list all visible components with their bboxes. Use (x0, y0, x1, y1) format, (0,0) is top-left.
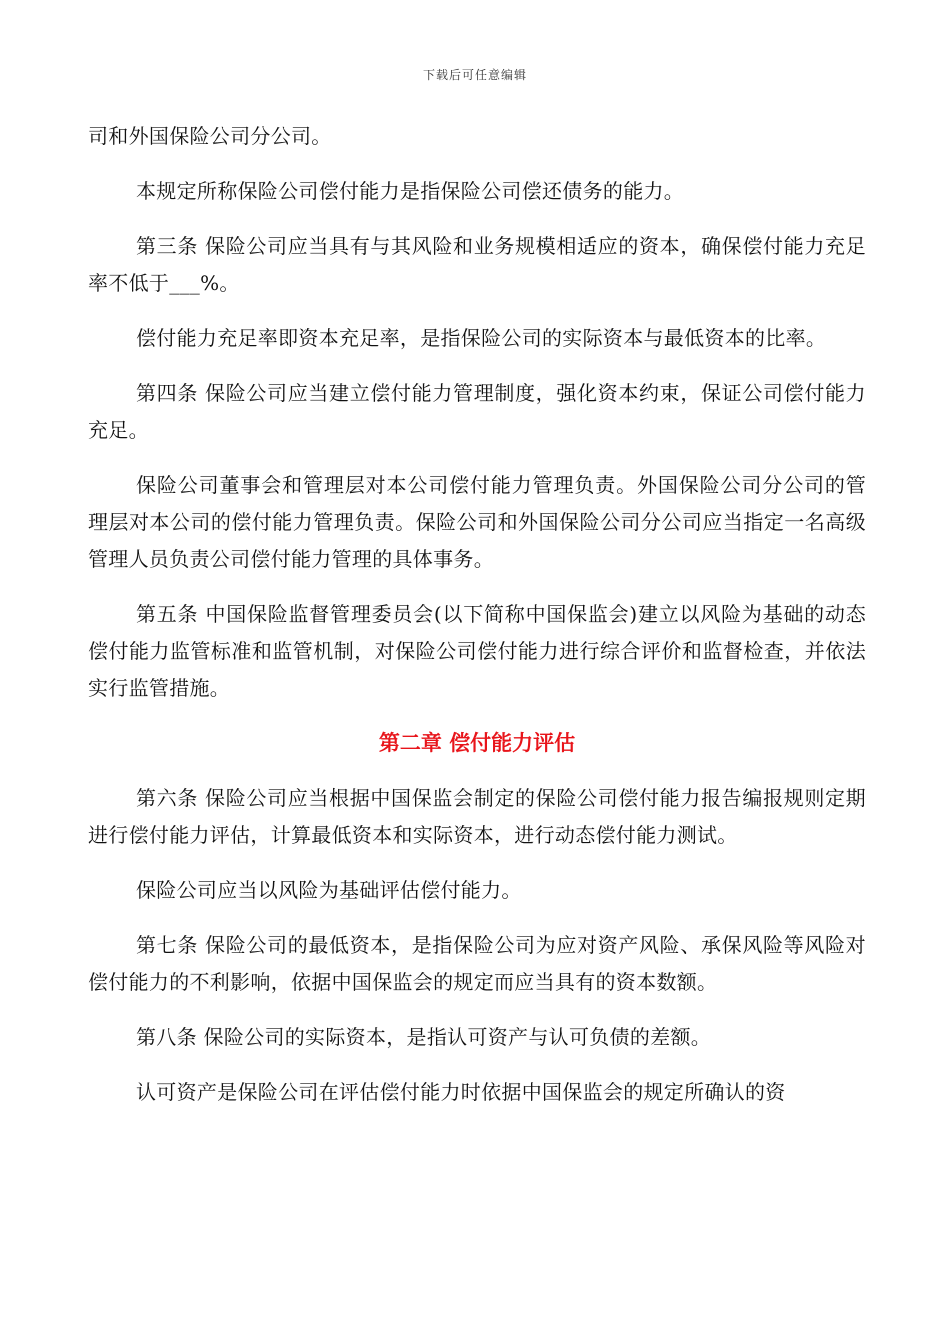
article-6: 第六条 保险公司应当根据中国保监会制定的保险公司偿付能力报告编报规则定期进行偿付能力评估，计算最低资本和实际资本，进行动态偿付能力测试。 (88, 786, 866, 847)
paragraph-admitted-assets: 认可资产是保险公司在评估偿付能力时依据中国保监会的规定所确认的资 (136, 1080, 786, 1104)
article-7: 第七条 保险公司的最低资本，是指保险公司为应对资产风险、承保风险等风险对偿付能力的不利影响，依据中国保监会的规定而应当具有的资本数额。 (88, 933, 866, 994)
article-8: 第八条 保险公司的实际资本，是指认可资产与认可负债的差额。 (136, 1025, 712, 1049)
document-body (88, 118, 866, 1129)
paragraph-board-responsibility: 保险公司董事会和管理层对本公司偿付能力管理负责。外国保险公司分公司的管理层对本公司的偿付能力管理负责。保险公司和外国保险公司分公司应当指定一名高级管理人员负责公司偿付能力管理的具体事务。 (88, 473, 866, 571)
paragraph-risk-based: 保险公司应当以风险为基础评估偿付能力。 (136, 878, 522, 902)
article-4: 第四条 保险公司应当建立偿付能力管理制度，强化资本约束，保证公司偿付能力充足。 (88, 381, 866, 442)
paragraph-solvency-definition: 本规定所称保险公司偿付能力是指保险公司偿还债务的能力。 (136, 179, 685, 203)
paragraph-continuation: 司和外国保险公司分公司。 (88, 124, 332, 148)
page-header-note: 下载后可任意编辑 (422, 68, 527, 82)
chapter-title: 第二章 偿付能力评估 (378, 731, 576, 755)
article-3: 第三条 保险公司应当具有与其风险和业务规模相适应的资本，确保偿付能力充足率不低于___%。 (88, 234, 866, 295)
article-5: 第五条 中国保险监督管理委员会(以下简称中国保监会)建立以风险为基础的动态偿付能力监管标准和监管机制，对保险公司偿付能力进行综合评价和监督检查，并依法实行监管措施。 (88, 602, 866, 700)
paragraph-adequacy-ratio: 偿付能力充足率即资本充足率，是指保险公司的实际资本与最低资本的比率。 (136, 326, 827, 350)
